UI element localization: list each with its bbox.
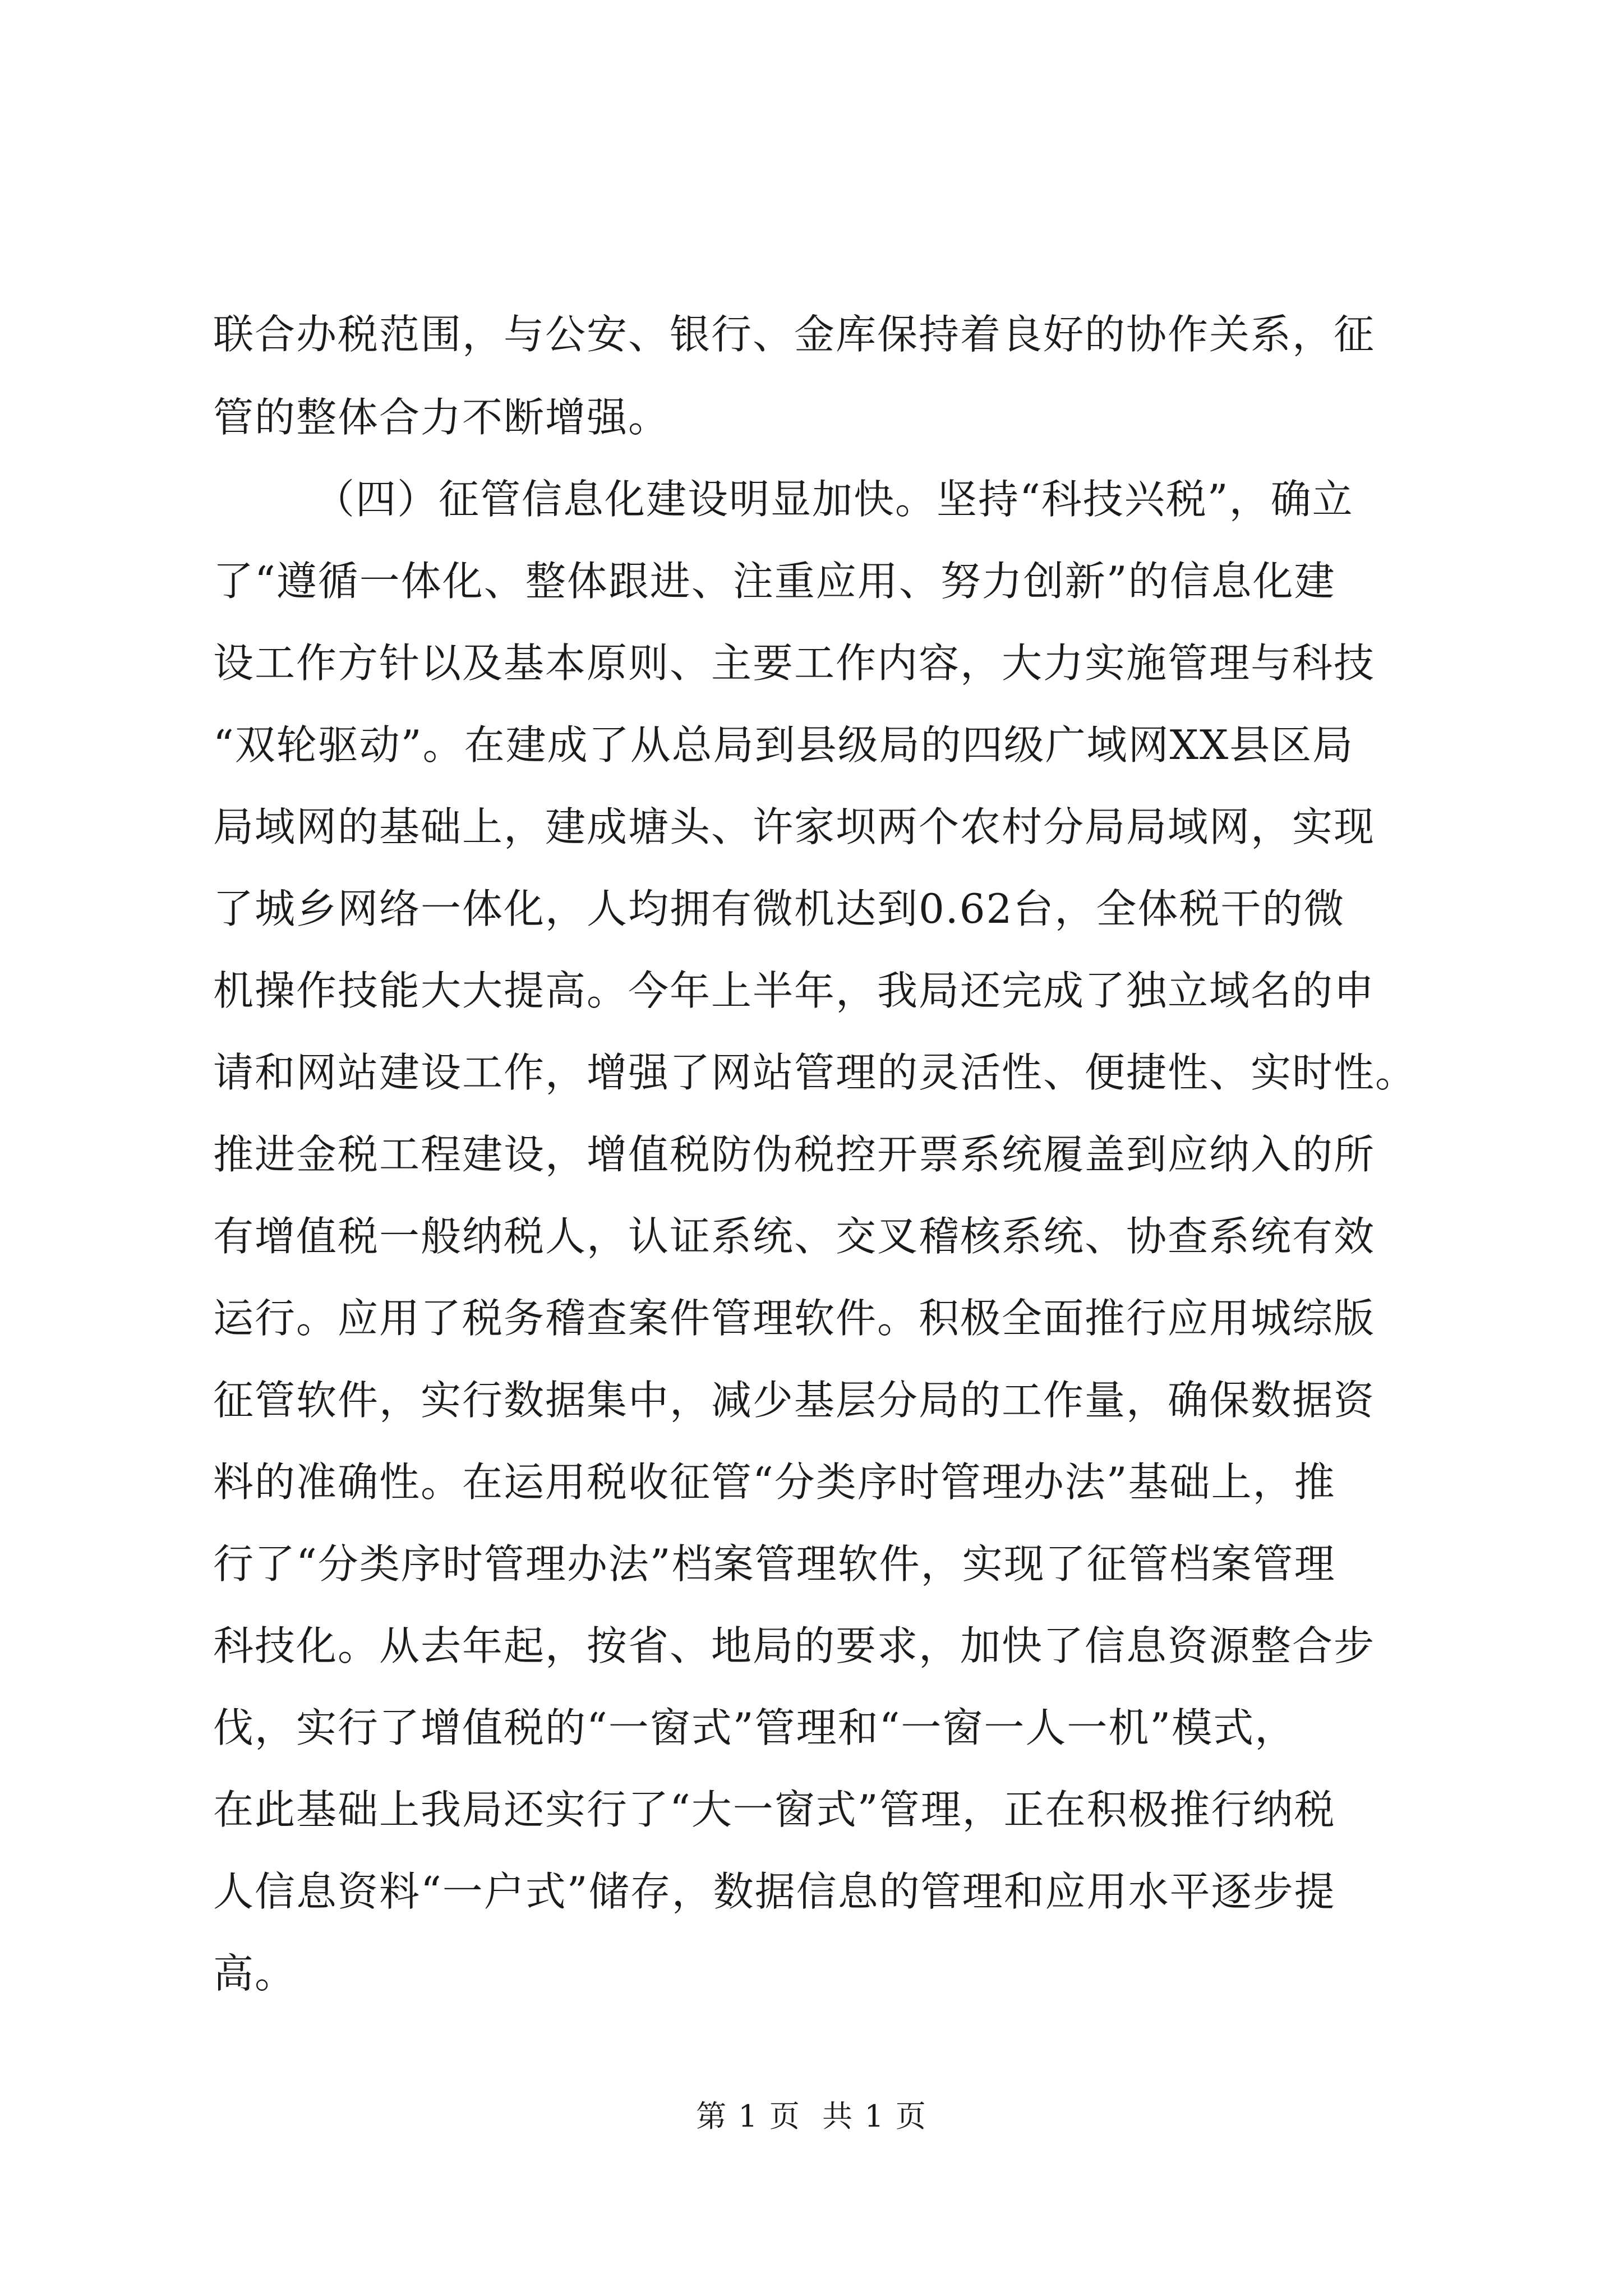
text-line-19: 在此基础上我局还实行了“大一窗式”管理，正在积极推行纳税 [213, 1786, 1336, 1833]
text-line-20: 人信息资料“一户式”储存，数据信息的管理和应用水平逐步提 [213, 1868, 1336, 1915]
text-line-2: 管的整体合力不断增强。 [213, 394, 670, 441]
page-footer: 第 1 页 共 1 页 [696, 2099, 927, 2134]
text-line-12: 有增值税一般纳税人，认证系统、交叉稽核系统、协查系统有效 [213, 1213, 1376, 1260]
text-line-1: 联合办税范围，与公安、银行、金库保持着良好的协作关系，征 [213, 311, 1376, 358]
text-line-21: 高。 [213, 1950, 297, 1997]
text-line-14: 征管软件，实行数据集中，减少基层分局的工作量，确保数据资 [213, 1377, 1376, 1424]
text-line-13: 运行。应用了税务稽查案件管理软件。积极全面推行应用城综版 [213, 1295, 1376, 1342]
text-line-16: 行了“分类序时管理办法”档案管理软件，实现了征管档案管理 [213, 1540, 1336, 1588]
text-line-18: 伐，实行了增值税的“一窗式”管理和“一窗一人一机”模式， [213, 1704, 1297, 1751]
text-line-11: 推进金税工程建设，增值税防伪税控开票系统履盖到应纳入的所 [213, 1131, 1376, 1178]
text-line-3 paragraph-start: （四）征管信息化建设明显加快。坚持“科技兴税”，确立 [314, 476, 1354, 523]
text-line-9: 机操作技能大大提高。今年上半年，我局还完成了独立域名的申 [213, 967, 1376, 1014]
text-line-6: “双轮驱动”。在建成了从总局到县级局的四级广域网XX县区局 [213, 721, 1354, 769]
text-line-10: 请和网站建设工作，增强了网站管理的灵活性、便捷性、实时性。 [213, 1049, 1417, 1096]
text-line-5: 设工作方针以及基本原则、主要工作内容，大力实施管理与科技 [213, 639, 1376, 687]
text-line-7: 局域网的基础上，建成塘头、许家坝两个农村分局局域网，实现 [213, 803, 1376, 850]
text-line-8: 了城乡网络一体化，人均拥有微机达到0.62台，全体税干的微 [213, 885, 1345, 932]
text-line-17: 科技化。从去年起，按省、地局的要求，加快了信息资源整合步 [213, 1622, 1376, 1669]
text-line-4: 了“遵循一体化、整体跟进、注重应用、努力创新”的信息化建 [213, 558, 1336, 605]
text-line-15: 料的准确性。在运用税收征管“分类序时管理办法”基础上，推 [213, 1458, 1336, 1506]
